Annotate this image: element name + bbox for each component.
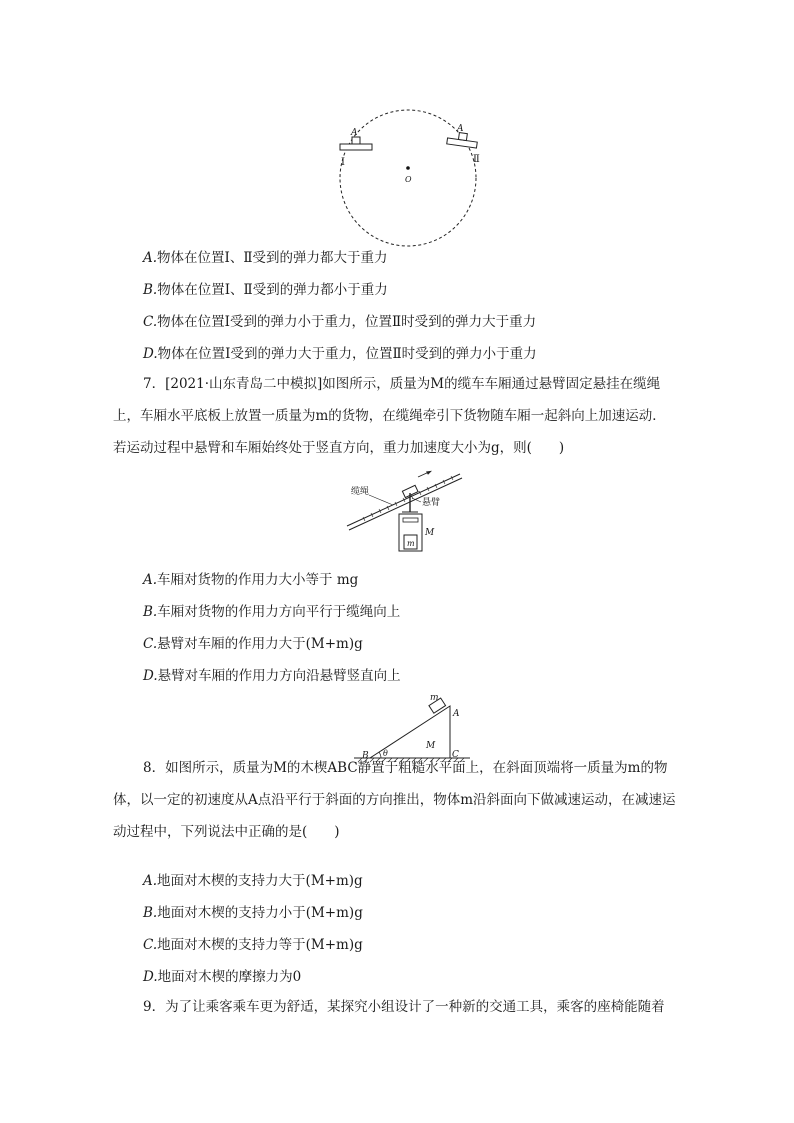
option-text: 车厢对货物的作用力大小等于 mg bbox=[157, 572, 359, 588]
label-b: B bbox=[362, 751, 369, 761]
label-a-left: A bbox=[351, 128, 358, 138]
cable-car-figure bbox=[345, 468, 465, 558]
q7-option-b bbox=[143, 603, 400, 621]
option-letter: B. bbox=[143, 905, 158, 921]
label-position-ii: Ⅱ bbox=[473, 154, 480, 165]
q8-option-b bbox=[143, 904, 363, 922]
option-letter: D. bbox=[143, 668, 158, 684]
option-letter: A. bbox=[143, 873, 158, 889]
label-m: m bbox=[430, 693, 439, 703]
center-point bbox=[406, 166, 410, 170]
option-text: 物体在位置Ⅰ、Ⅱ受到的弹力都大于重力 bbox=[157, 250, 388, 266]
label-center-o: O bbox=[405, 175, 412, 184]
option-letter: B. bbox=[143, 282, 158, 298]
option-letter: B. bbox=[143, 604, 158, 620]
q7-stem bbox=[113, 368, 679, 464]
label-a-right: A bbox=[457, 124, 464, 134]
circle-motion-figure bbox=[335, 105, 490, 260]
q6-option-a bbox=[143, 249, 388, 267]
q6-option-d bbox=[143, 345, 537, 363]
arrow-icon bbox=[426, 471, 432, 475]
label-cable: 缆绳 bbox=[351, 487, 370, 497]
option-text: 地面对木楔的支持力小于(M+m)g bbox=[157, 905, 363, 921]
label-small-m: m bbox=[407, 539, 415, 548]
option-letter: D. bbox=[143, 346, 158, 362]
option-text: 物体在位置Ⅰ、Ⅱ受到的弹力都小于重力 bbox=[157, 282, 388, 298]
q7-option-d bbox=[143, 667, 401, 685]
label-arm: 悬臂 bbox=[422, 498, 441, 508]
option-text: 物体在位置Ⅰ受到的弹力小于重力，位置Ⅱ时受到的弹力大于重力 bbox=[157, 314, 537, 330]
label-c: C bbox=[452, 750, 459, 760]
option-text: 地面对木楔的摩擦力为0 bbox=[157, 969, 302, 985]
option-letter: A. bbox=[143, 250, 158, 266]
q7-option-a bbox=[143, 571, 358, 589]
question-text: 为了让乘客乘车更为舒适，某探究小组设计了一种新的交通工具，乘客的座椅能随着 bbox=[165, 999, 665, 1015]
option-letter: A. bbox=[143, 572, 158, 588]
question-number: 8． bbox=[143, 760, 166, 776]
label-position-i: Ⅰ bbox=[341, 157, 345, 168]
option-letter: D. bbox=[143, 969, 158, 985]
option-text: 悬臂对车厢的作用力方向沿悬臂竖直向上 bbox=[157, 668, 401, 684]
label-a: A bbox=[453, 709, 460, 719]
option-text: 车厢对货物的作用力方向平行于缆绳向上 bbox=[157, 604, 401, 620]
option-text: 地面对木楔的支持力大于(M+m)g bbox=[157, 873, 363, 889]
question-number: 9． bbox=[143, 999, 166, 1015]
label-theta: θ bbox=[383, 749, 388, 758]
option-text: 悬臂对车厢的作用力大于(M+m)g bbox=[157, 636, 363, 652]
option-text: 物体在位置Ⅰ受到的弹力大于重力，位置Ⅱ时受到的弹力小于重力 bbox=[157, 346, 537, 362]
label-big-m: M bbox=[425, 528, 435, 538]
option-letter: C. bbox=[143, 636, 158, 652]
q6-option-c bbox=[143, 313, 536, 331]
q8-option-c bbox=[143, 936, 363, 954]
q8-option-a bbox=[143, 872, 363, 890]
q9-stem bbox=[113, 991, 679, 1023]
q6-option-b bbox=[143, 281, 388, 299]
label-big-m: M bbox=[426, 741, 436, 751]
option-letter: C. bbox=[143, 314, 158, 330]
q8-option-d bbox=[143, 968, 301, 986]
platform-i bbox=[340, 144, 372, 150]
q7-option-c bbox=[143, 635, 363, 653]
q8-stem bbox=[113, 752, 679, 848]
question-text: 如图所示，质量为M的木楔ABC静置于粗糙水平面上，在斜面顶端将一质量为m的物体，以一定的初速度从A点沿平行于斜面的方向推出，物体m沿斜面向下做减速运动，在减速运动过程中，下列说法中正确的是( ) bbox=[113, 760, 676, 840]
option-letter: C. bbox=[143, 937, 158, 953]
block-a-left bbox=[352, 137, 360, 144]
question-number: 7． bbox=[143, 376, 166, 392]
question-text: [2021·山东青岛二中模拟]如图所示，质量为M的缆车车厢通过悬臂固定悬挂在缆绳上，车厢水平底板上放置一质量为m的货物，在缆绳牵引下货物随车厢一起斜向上加速运动．若运动过程中悬臂和车厢始终处于竖直方向，重力加速度大小为g，则( ) bbox=[113, 376, 666, 456]
option-text: 地面对木楔的支持力等于(M+m)g bbox=[157, 937, 363, 953]
wedge-triangle bbox=[370, 706, 450, 758]
